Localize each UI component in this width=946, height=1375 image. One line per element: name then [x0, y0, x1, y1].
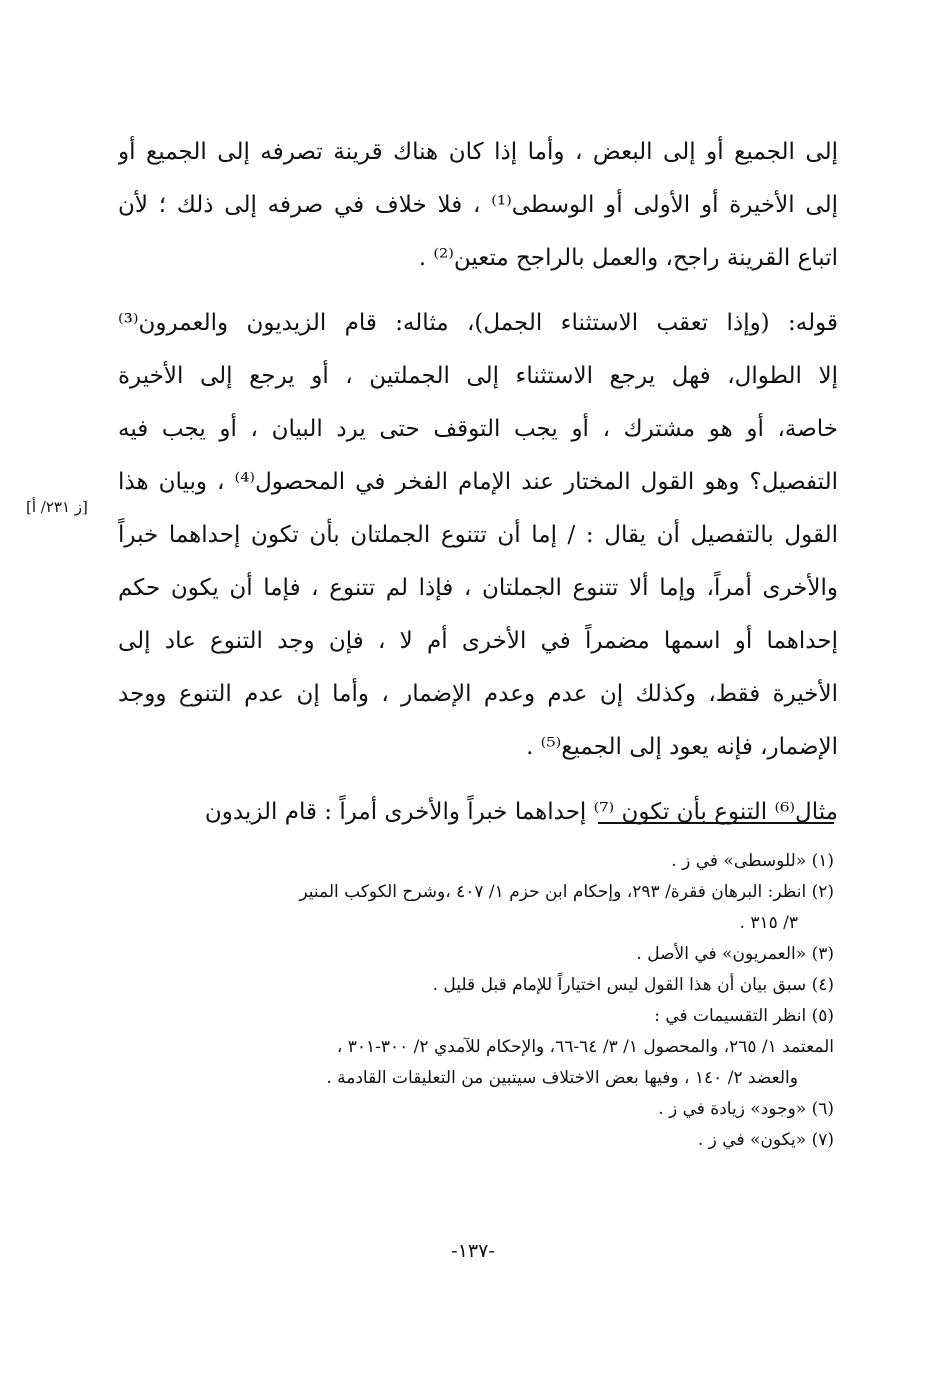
footnote: (٤) سبق بيان أن هذا القول ليس اختياراً للإمام قبل قليل .	[432, 975, 834, 995]
manuscript-folio-note: [ز ٢٣١/ أ]	[26, 498, 88, 516]
footnote: (٣) «العمريون» في الأصل .	[636, 944, 834, 964]
text-line: إلى الأخيرة أو الأولى أو الوسطى⁽¹⁾ ، فلا خلاف في صرفه إلى ذلك ؛ لأن	[118, 192, 838, 218]
footnotes	[118, 846, 834, 1156]
footnote: (٦) «وجود» زيادة في ز .	[658, 1099, 834, 1119]
footnote-continuation: المعتمد ١/ ٢٦٥، والمحصول ١/ ٣/ ٦٤-٦٦، والإحكام للآمدي ٢/ ٣٠٠-٣٠١ ،	[336, 1037, 834, 1057]
footnote: (٥) انظر التقسيمات في :	[654, 1006, 834, 1026]
footnote-continuation: والعضد ٢/ ١٤٠ ، وفيها بعض الاختلاف سيتبين من التعليقات القادمة .	[326, 1068, 798, 1088]
text-line: مثال⁽⁶⁾ التنوع بأن تكون ⁽⁷⁾ إحداهما خبراً والأخرى أمراً : قام الزيدون	[204, 799, 838, 825]
text-line: الإضمار، فإنه يعود إلى الجميع⁽⁵⁾ .	[526, 734, 838, 760]
text-line: إحداهما أو اسمها مضمراً في الأخرى أم لا ، فإن وجد التنوع عاد إلى	[118, 628, 838, 654]
footnote: (١) «للوسطى» في ز .	[671, 851, 834, 871]
main-text	[118, 126, 838, 839]
text-line: الأخيرة فقط، وكذلك إن عدم وعدم الإضمار ، وأما إن عدم التنوع ووجد	[118, 681, 838, 707]
footnote: (٢) انظر: البرهان فقرة/ ٢٩٣، وإحكام ابن حزم ١/ ٤٠٧ ،وشرح الكوكب المنير	[299, 882, 834, 902]
text-line: إلى الجميع أو إلى البعض ، وأما إذا كان هناك قرينة تصرفه إلى الجميع أو	[118, 139, 838, 165]
text-line: والأخرى أمراً، وإما ألا تتنوع الجملتان ، فإذا لم تتنوع ، فإما أن يكون حكم	[118, 575, 838, 601]
footnote: (٧) «يكون» في ز .	[697, 1130, 834, 1150]
text-line: التفصيل؟ وهو القول المختار عند الإمام الفخر في المحصول⁽⁴⁾ ، وبيان هذا	[118, 469, 838, 495]
text-line: اتباع القرينة راجح، والعمل بالراجح متعين⁽²⁾ .	[418, 245, 838, 271]
text-line: إلا الطوال، فهل يرجع الاستثناء إلى الجملتين ، أو يرجع إلى الأخيرة	[118, 363, 838, 389]
footnote-continuation: ٣/ ٣١٥ .	[739, 913, 798, 933]
text-line: قوله: (وإذا تعقب الاستثناء الجمل)، مثاله: قام الزيديون والعمرون⁽³⁾	[118, 310, 838, 336]
page-number: -١٣٧-	[451, 1240, 495, 1262]
text-line: خاصة، أو هو مشترك ، أو يجب التوقف حتى يرد البيان ، أو يجب فيه	[118, 416, 838, 442]
footnote-separator	[598, 822, 834, 824]
text-line: القول بالتفصيل أن يقال : / إما أن تتنوع الجملتان بأن تكون إحداهما خبراً	[118, 522, 838, 548]
